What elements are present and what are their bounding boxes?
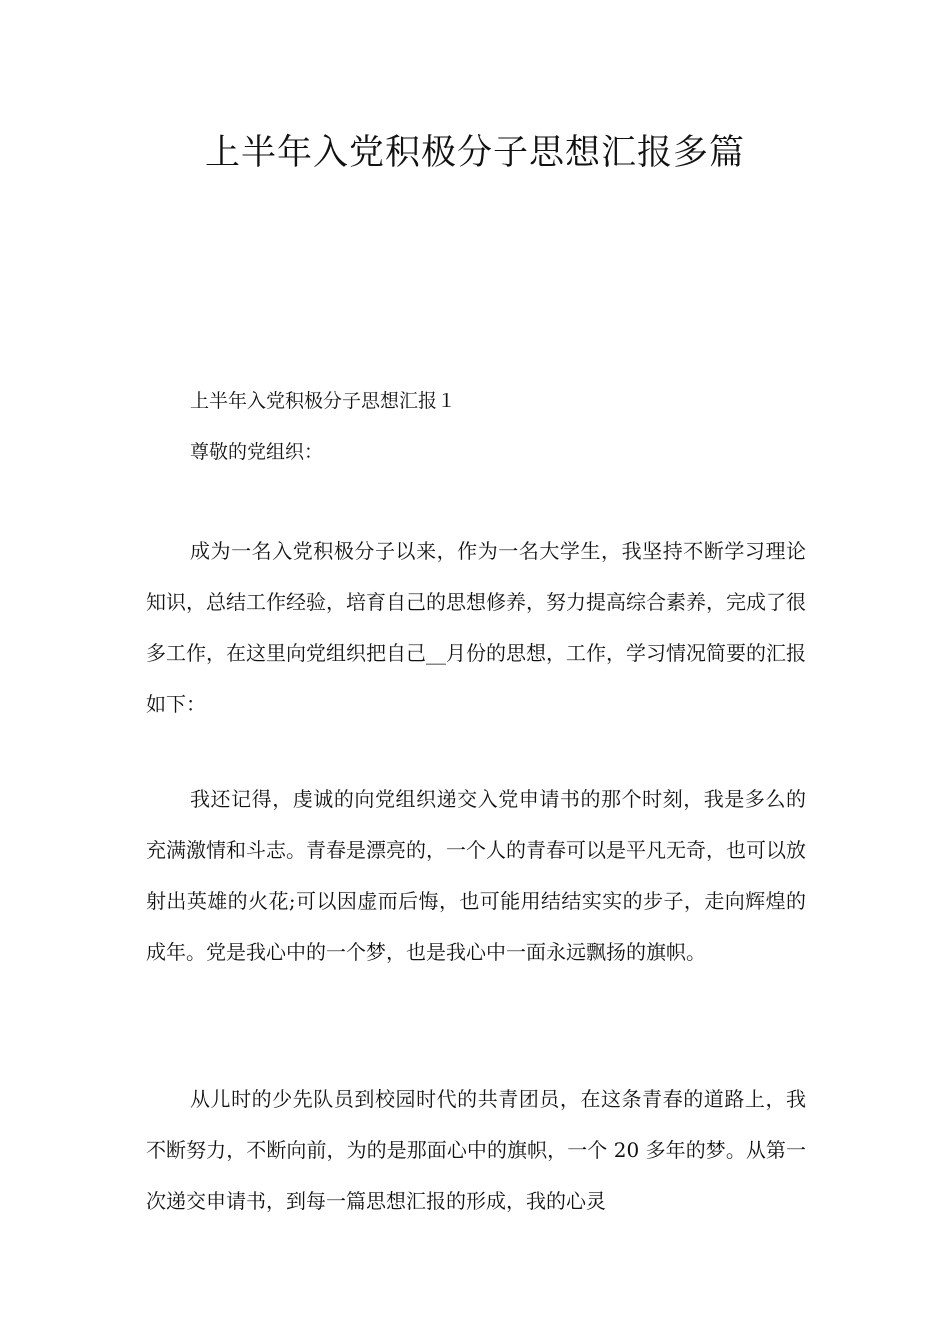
salutation: 尊敬的党组织： bbox=[190, 441, 324, 463]
body-paragraph-1: 成为一名入党积极分子以来，作为一名大学生，我坚持不断学习理论知识，总结工作经验，培育自己的思想修养，努力提高综合素养，完成了很多工作，在这里向党组织把自己__月份的思想，工作，学习情况简要的汇报如下： bbox=[146, 539, 806, 716]
document-title: 上半年入党积极分子思想汇报多篇 bbox=[204, 133, 745, 173]
section-heading: 上半年入党积极分子思想汇报１ bbox=[190, 390, 457, 412]
body-paragraph-3: 从儿时的少先队员到校园时代的共青团员，在这条青春的道路上，我不断努力，不断向前，为的是那面心中的旗帜，一个 20 多年的梦。从第一次递交申请书，到每一篇思想汇报的形成，我的心灵 bbox=[146, 1087, 806, 1213]
body-paragraph-2: 我还记得，虔诚的向党组织递交入党申请书的那个时刻，我是多么的充满激情和斗志。青春是漂亮的，一个人的青春可以是平凡无奇，也可以放射出英雄的火花;可以因虚而后悔，也可能用结结实实的步子，走向辉煌的成年。党是我心中的一个梦，也是我心中一面永远飘扬的旗帜。 bbox=[146, 787, 806, 964]
